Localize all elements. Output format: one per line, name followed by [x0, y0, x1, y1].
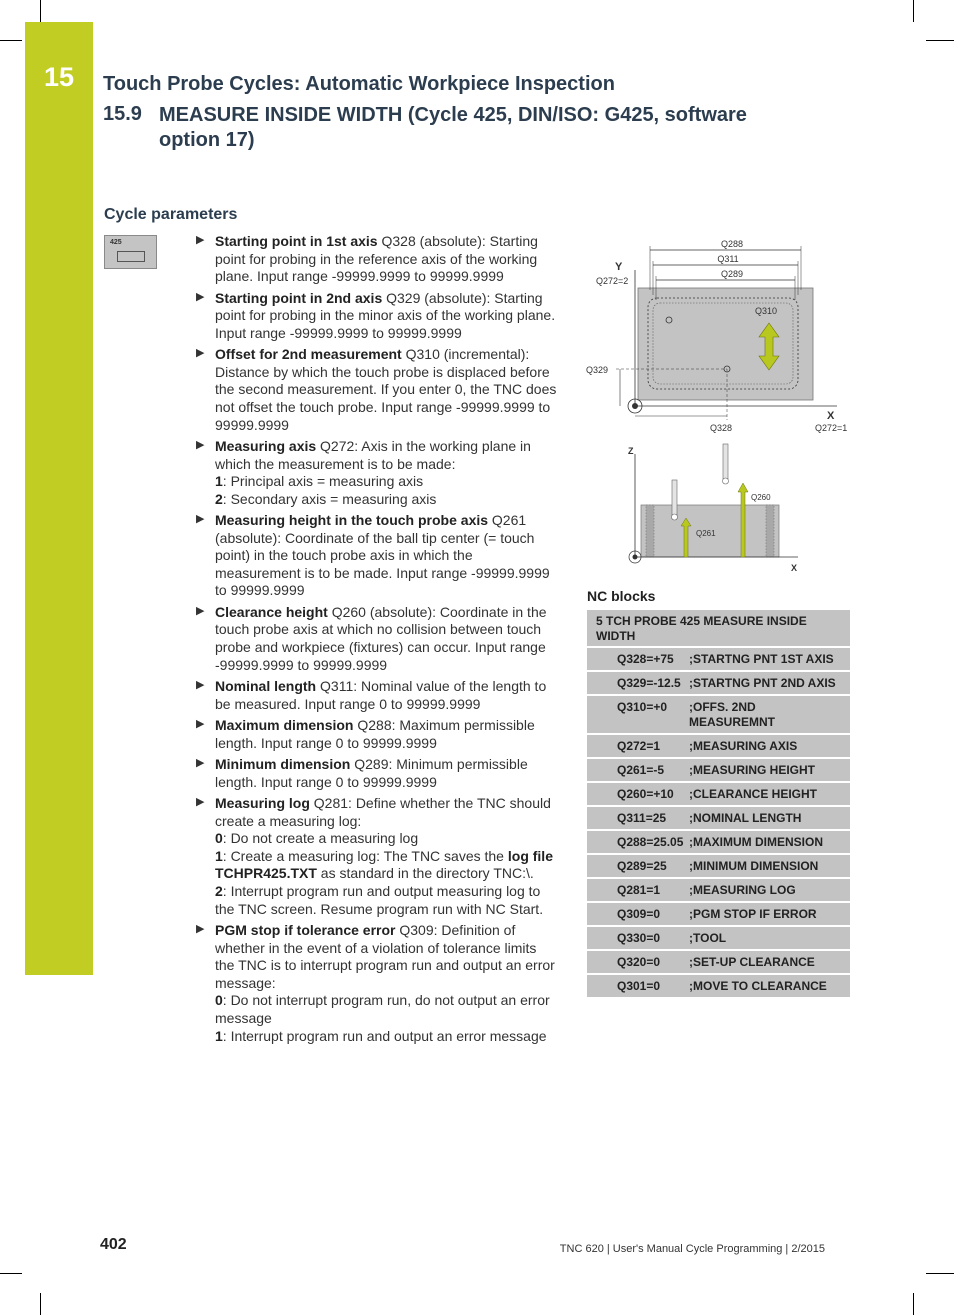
chapter-title: Touch Probe Cycles: Automatic Workpiece Inspection — [103, 73, 615, 95]
param-q281 — [196, 795, 558, 918]
axis-x-label: X — [827, 410, 835, 422]
log-filename: log file TCHPR425.TXT — [215, 847, 553, 882]
param-name: Maximum dimension — [215, 717, 354, 734]
param-name: Minimum dimension — [215, 756, 351, 772]
option-text: : Do not create a measuring log — [222, 830, 419, 847]
option-line — [215, 848, 558, 883]
param-q310 — [196, 346, 558, 434]
crop-mark — [913, 1293, 914, 1315]
param-name: Measuring height in the touch probe axis — [215, 512, 489, 529]
param-q328 — [196, 233, 558, 286]
side-view-figure — [620, 440, 810, 576]
table-row — [587, 807, 850, 831]
label-q289: Q289 — [720, 269, 744, 279]
nc-param: Q311=25 — [617, 811, 667, 825]
table-row — [587, 855, 850, 879]
option-line — [215, 491, 558, 509]
bullet-arrow-icon: ▶ — [196, 234, 205, 246]
nc-param: Q329=-12.5 — [617, 676, 681, 690]
nc-param: Q310=+0 — [617, 700, 668, 714]
nc-comment: ;CLEARANCE HEIGHT — [689, 787, 817, 801]
option-line — [215, 1028, 558, 1046]
param-desc: Q261 (absolute): Coordinate of the ball tip center (= touch point) in the touch probe axis in which the measurement is to be made. Input range -99999.9999 to 99999.9999 — [215, 512, 550, 599]
table-row — [587, 879, 850, 903]
param-desc: Q311: Nominal value of the length to be measured. Input range 0 to 99999.9999 — [215, 678, 547, 712]
param-name: Starting point in 2nd axis — [215, 289, 383, 306]
page-number: 402 — [100, 1236, 127, 1253]
working-plane-figure — [582, 230, 854, 435]
param-name: Starting point in 1st axis — [215, 233, 378, 249]
table-row — [587, 735, 850, 759]
nc-comment: ;STARTNG PNT 1ST AXIS — [689, 652, 834, 666]
nc-comment: ;MEASURING HEIGHT — [689, 763, 815, 777]
nc-param: Q261=-5 — [617, 763, 665, 777]
nc-param: Q272=1 — [617, 739, 661, 753]
option-text: : Create a measuring log: The TNC saves the — [222, 847, 508, 864]
nc-header-text: 5 TCH PROBE 425 MEASURE INSIDE WIDTH — [596, 614, 807, 643]
option-text: : Principal axis = measuring axis — [222, 473, 424, 490]
table-row — [587, 696, 850, 735]
option-line — [215, 830, 558, 848]
option-value: 0 — [215, 992, 223, 1009]
axis-z-label: Z — [628, 446, 634, 456]
cycle-icon-label: 425 — [110, 239, 122, 246]
nc-param: Q281=1 — [617, 883, 661, 897]
param-name: PGM stop if tolerance error — [215, 921, 396, 938]
crop-mark — [0, 1273, 22, 1274]
option-value: 0 — [215, 830, 223, 847]
bullet-arrow-icon: ▶ — [196, 604, 205, 617]
param-q261 — [196, 512, 558, 600]
option-value: 1 — [215, 473, 223, 490]
param-desc: Q329 (absolute): Starting point for probing in the minor axis of the working plane. Input range -99999.9999 to 99999.9999 — [215, 289, 556, 341]
param-desc: Q288: Maximum permissible length. Input range 0 to 99999.9999 — [215, 717, 535, 751]
nc-param: Q328=+75 — [617, 652, 674, 666]
param-name: Offset for 2nd measurement — [215, 346, 402, 363]
axis-x-label: X — [791, 563, 798, 573]
chapter-number: 15 — [43, 62, 75, 92]
chapter-band — [25, 22, 93, 975]
bullet-arrow-icon: ▶ — [196, 922, 205, 935]
option-line — [215, 883, 558, 918]
axis-y-label: Y — [615, 261, 623, 273]
param-q329 — [196, 290, 558, 343]
pocket-wall-right — [766, 505, 774, 557]
nc-comment: ;MINIMUM DIMENSION — [689, 859, 819, 873]
table-row — [587, 903, 850, 927]
nc-comment: ;MOVE TO CLEARANCE — [689, 979, 827, 993]
nc-param: Q309=0 — [617, 907, 661, 921]
param-desc: Q272: Axis in the working plane in which the measurement is to be made: — [215, 437, 531, 472]
option-value: 2 — [215, 882, 223, 899]
bullet-arrow-icon: ▶ — [196, 513, 205, 526]
label-q272-2: Q272=2 — [596, 276, 629, 286]
table-row — [587, 783, 850, 807]
param-name: Clearance height — [215, 603, 328, 620]
param-desc: Q260 (absolute): Coordinate in the touch probe axis at which no collision between touch probe and workpiece (fixtures) can occur. Input range -99999.9999 to 99999.9999 — [215, 603, 547, 673]
bullet-arrow-icon: ▶ — [196, 347, 205, 360]
nc-comment: ;OFFS. 2ND MEASUREMNT — [689, 700, 775, 729]
param-q309 — [196, 922, 558, 1045]
label-q261: Q261 — [696, 529, 716, 538]
option-line — [215, 473, 558, 491]
bullet-arrow-icon: ▶ — [196, 290, 205, 303]
nc-param: Q289=25 — [617, 859, 667, 873]
label-q311: Q311 — [717, 254, 739, 264]
nc-blocks-table — [587, 610, 850, 999]
param-desc: Q310 (incremental): Distance by which the touch probe is displaced before the second measurement. If you enter 0, the TNC does not offset the touch probe. Input range -99999.9999 to 99999.9999 — [215, 346, 557, 433]
pocket-wall-left — [646, 505, 654, 557]
label-q272-1: Q272=1 — [815, 423, 848, 433]
nc-comment: ;TOOL — [689, 931, 727, 945]
label-q329: Q329 — [586, 365, 609, 375]
param-desc: Q289: Minimum permissible length. Input range 0 to 99999.9999 — [215, 756, 528, 790]
table-row — [587, 951, 850, 975]
param-desc: Q281: Define whether the TNC should create a measuring log: — [215, 794, 551, 829]
cycle-425-icon — [104, 235, 157, 269]
crop-mark — [926, 1273, 954, 1274]
nc-comment: ;MAXIMUM DIMENSION — [689, 835, 823, 849]
table-row — [587, 648, 850, 672]
option-text: : Do not interrupt program run, do not output an error message — [215, 992, 550, 1026]
table-row — [587, 831, 850, 855]
nc-comment: ;MEASURING AXIS — [689, 739, 798, 753]
param-name: Measuring log — [215, 794, 310, 811]
footer-text: TNC 620 | User's Manual Cycle Programming | 2/2015 — [559, 1243, 825, 1255]
param-q260 — [196, 604, 558, 674]
bullet-arrow-icon: ▶ — [196, 757, 205, 769]
bullet-arrow-icon: ▶ — [196, 795, 205, 808]
cycle-parameters-heading: Cycle parameters — [104, 206, 238, 223]
nc-comment: ;MEASURING LOG — [689, 883, 796, 897]
nc-blocks-heading: NC blocks — [587, 588, 656, 604]
param-q289 — [196, 756, 558, 791]
nc-comment: ;STARTNG PNT 2ND AXIS — [689, 676, 836, 690]
param-q311 — [196, 678, 558, 713]
param-q288 — [196, 717, 558, 752]
workpiece-plate — [638, 288, 813, 400]
nc-param: Q260=+10 — [617, 787, 674, 801]
bullet-arrow-icon: ▶ — [196, 718, 205, 731]
probe-stylus — [723, 444, 728, 479]
option-value: 1 — [215, 847, 223, 864]
label-q328: Q328 — [710, 423, 733, 433]
crop-mark — [40, 0, 41, 22]
table-row — [587, 672, 850, 696]
table-row — [587, 975, 850, 999]
nc-param: Q330=0 — [617, 931, 661, 945]
nc-comment: ;NOMINAL LENGTH — [689, 811, 802, 825]
bullet-arrow-icon: ▶ — [196, 679, 205, 692]
nc-param: Q288=25.05 — [617, 835, 684, 849]
option-text: : Secondary axis = measuring axis — [222, 490, 437, 507]
nc-param: Q301=0 — [617, 979, 661, 993]
section-title: MEASURE INSIDE WIDTH (Cycle 425, DIN/ISO: G425, software option 17) — [159, 104, 747, 151]
param-desc: Q309: Definition of whether in the event of a violation of tolerance limits the TNC is to interrupt program run and output an error message: — [215, 921, 555, 991]
param-desc: Q328 (absolute): Starting point for probing in the reference axis of the working plane. Input range -99999.9999 to 99999.9999 — [215, 233, 538, 285]
option-text: : Interrupt program run and output an error message — [222, 1027, 547, 1044]
label-q288: Q288 — [720, 239, 744, 249]
table-row — [587, 759, 850, 783]
param-q272 — [196, 438, 558, 508]
option-text: as standard in the directory TNC:\. — [316, 865, 534, 882]
label-q260: Q260 — [751, 493, 771, 502]
table-row — [587, 927, 850, 951]
label-q310: Q310 — [755, 306, 778, 316]
crop-mark — [926, 40, 954, 41]
nc-param: Q320=0 — [617, 955, 661, 969]
nc-comment: ;SET-UP CLEARANCE — [689, 955, 815, 969]
crop-mark — [0, 40, 22, 41]
option-text: : Interrupt program run and output measuring log to the TNC screen. Resume program run with NC Start. — [215, 882, 544, 917]
section-number: 15.9 — [103, 103, 142, 125]
probe-stylus — [672, 480, 677, 515]
option-value: 1 — [215, 1027, 223, 1044]
option-value: 2 — [215, 490, 223, 507]
crop-mark — [40, 1293, 41, 1315]
nc-header-row — [587, 610, 850, 648]
bullet-arrow-icon: ▶ — [196, 438, 205, 451]
parameter-list — [196, 233, 558, 1049]
param-name: Nominal length — [215, 678, 317, 695]
param-name: Measuring axis — [215, 437, 317, 454]
option-line — [215, 992, 558, 1027]
nc-comment: ;PGM STOP IF ERROR — [689, 907, 817, 921]
crop-mark — [913, 0, 914, 22]
workpiece-shape-icon — [117, 251, 145, 262]
